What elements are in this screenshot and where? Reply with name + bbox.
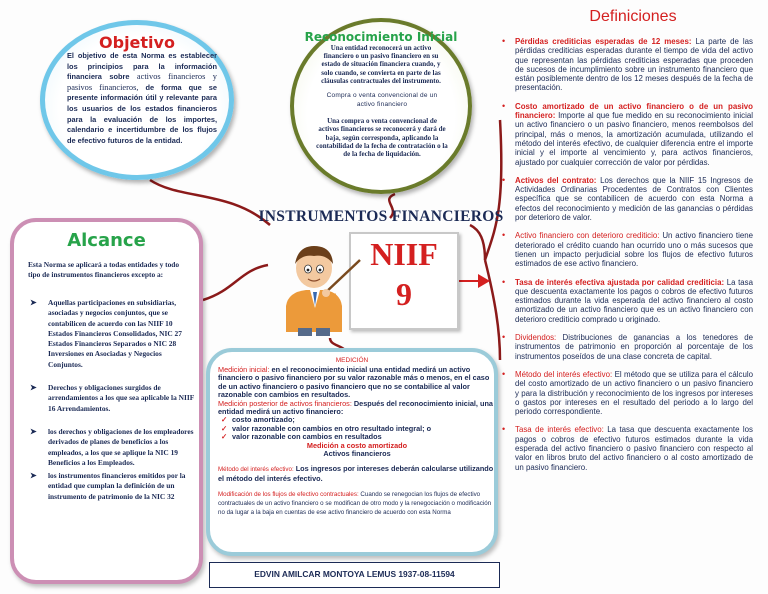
definicion-term: Costo amortizado de un activo financiero o de un pasivo financiero:: [515, 101, 753, 121]
definicion-item: [502, 37, 753, 93]
medicion-inicial-text: en el reconocimiento inicial una entidad medirá un activo financiero o pasivo financiero por su valor razonable más o menos, en el caso de un activo financiero o pasivo financiero que no se contabilice al valor razonable con cambios en resultados.: [218, 365, 490, 400]
medicion-title: MEDICIÓN: [335, 357, 369, 364]
definicion-item: [502, 333, 753, 361]
definicion-text: El método que se utiliza para el cálculo del costo amortizado de un activo financiero o un pasivo financiero y para la distribución y reconocimiento de los ingresos por intereses o gastos por intereses en el resultado del periodo a lo largo del periodo correspondiente.: [515, 369, 753, 417]
definicion-text: La parte de las pérdidas crediticias esperadas durante el tiempo de vida del activo que representan las pérdidas crediticias esperadas que proceden de sucesos de incumplimiento sobre un instrumento financiero que están posiblemente dentro de los 12 meses después de la fecha de presentación.: [515, 37, 753, 93]
definicion-term: Tasa de interés efectiva ajustada por calidad crediticia:: [515, 277, 725, 287]
alcance-item: [28, 427, 196, 468]
definicion-item: [502, 278, 753, 324]
interes-efectivo: [218, 465, 496, 483]
objetivo-text: [67, 51, 217, 146]
reconocimiento-text-1: Una entidad reconocerá un activo financiero o un pasivo financiero en su estado de situación financiera cuando, y solo cuando, se convierta en parte de las cláusulas contractuales del instrumento.: [321, 44, 441, 85]
bullet-icon: •: [502, 230, 506, 241]
alcance-item-text: los derechos y obligaciones de los empleadores derivados de planes de beneficios a los empleados, a los que se aplique la NIC 19 Beneficios a los Empleados.: [48, 426, 194, 467]
medicion-content: [218, 366, 496, 518]
definiciones-list: [502, 37, 753, 481]
alcance-item: [28, 298, 196, 370]
definicion-term: Método del interés efectivo:: [515, 369, 613, 379]
checkmark-icon: ✓: [221, 432, 228, 442]
bullet-icon: •: [502, 424, 506, 435]
objetivo-text-1: El objetivo de esta Norma es establecer los principios para la información financiera sobre: [67, 51, 217, 82]
arrow-bullet-icon: ➤: [30, 383, 37, 393]
medicion-posterior-text: Después del reconocimiento inicial, una entidad medirá un activo financiero:: [218, 398, 493, 417]
definicion-item: [502, 176, 753, 222]
definicion-text: La tasa que descuenta exactamente los pagos o cobros de efectivo futuros estimados durante la vida esperada del activo financiero al costo amortizado de un activo financiero que es un activo financiero con deterioro crediticio comprado u originado.: [515, 277, 753, 324]
medicion-inicial-label: Medición inicial:: [218, 365, 270, 374]
reconocimiento-text-2: Una compra o venta convencional de activos financieros se reconocerá y dará de baja, según corresponda, aplicando la contabilidad de la fecha de contratación o la de la fecha de liquidación.: [316, 117, 448, 159]
medicion-posterior-label: Medición posterior de activos financieros:: [218, 398, 352, 408]
alcance-item-text: Aquellas participaciones en subsidiarias, asociadas y negocios conjuntos, que se contabilicen de acuerdo con las NIIF 10 Estados Financieros Consolidados, NIC 27 Estados Financieros Separados o NIC 28 Inversiones en Asociadas y Negocios Conjuntos.: [48, 298, 182, 369]
modificacion-label: Modificación de los flujos de efectivo contractuales:: [218, 491, 359, 499]
objetivo-bubble: [40, 20, 234, 180]
definicion-term: Pérdidas crediticias esperadas de 12 meses:: [515, 37, 692, 46]
definicion-term: Activo financiero con deterioro crediticio:: [515, 231, 660, 241]
main-title: INSTRUMENTOS FINANCIEROS: [258, 208, 504, 225]
medicion-inicial: [218, 366, 496, 400]
amortizado-title: Medición a costo amortizado: [306, 440, 408, 450]
bullet-icon: •: [502, 100, 506, 111]
definicion-text: Un activo financiero tiene deteriorado el crédito cuando han ocurrido uno o más sucesos que tienen un impacto perjudicial sobre los flujos de efectivo futuros estimados de ese activo financiero.: [515, 231, 753, 269]
reconocimiento-subtitle: Compra o venta convencional de un activo financiero: [326, 92, 438, 108]
objetivo-text-3: de forma que se presente información útil y relevante para los usuarios de los estados financieros para la evaluación de los importes, calendario e incertidumbre de los flujos de efectivo futuros de la entidad.: [67, 82, 217, 145]
modificacion: [218, 490, 496, 518]
alcance-item: [28, 471, 196, 502]
definicion-text: Distribuciones de ganancias a los tenedores de instrumentos de patrimonio en proporción al porcentaje de los instrumentos poseídos de una clase concreta de capital.: [515, 333, 753, 361]
interes-label: Método del interés efectivo:: [218, 466, 294, 474]
alcance-intro: Esta Norma se aplicará a todas entidades y todo tipo de instrumentos financieros excepto a:: [28, 260, 180, 279]
alcance-item-text: los instrumentos financieros emitidos por la entidad que cumplan la definición de un instrumento de patrimonio de la NIC 32: [48, 471, 186, 501]
definicion-item: [502, 102, 753, 167]
interes-text: Los ingresos por intereses deberán calcularse utilizando el método del interés efectivo.: [218, 464, 494, 483]
bullet-icon: •: [502, 276, 506, 287]
reconocimiento-bubble: [290, 18, 472, 194]
reconocimiento-title: Reconocimiento Inicial: [304, 30, 458, 44]
author-box: EDVIN AMILCAR MONTOYA LEMUS 1937-08-11594: [209, 562, 500, 588]
bullet-icon: •: [502, 368, 506, 379]
check-item-text: costo amortizado;: [232, 415, 295, 425]
bullet-icon: •: [502, 36, 506, 46]
modificacion-text: Cuando se renegocian los flujos de efectivo contractuales de un activo financiero o se modifican de otro modo y la renegociación o modificación no da lugar a la baja en cuentas de ese activo financiero de acuerdo con esta Norma: [218, 491, 492, 517]
definicion-term: Activos del contrato:: [515, 175, 597, 185]
check-item-text: valor razonable con cambios en resultados: [232, 432, 382, 442]
alcance-list: [28, 298, 196, 505]
check-item-text: valor razonable con cambios en otro resultado integral; o: [232, 423, 432, 433]
objetivo-title: Objetivo: [99, 33, 175, 52]
alcance-item: [28, 383, 196, 414]
checkmark-icon: ✓: [221, 415, 228, 425]
definicion-item: [502, 370, 753, 416]
alcance-title: Alcance: [67, 230, 146, 251]
arrow-bullet-icon: ➤: [30, 298, 37, 307]
check-item: [218, 433, 496, 441]
alcance-item-text: Derechos y obligaciones surgidos de arrendamientos a los que sea aplicable la NIIF 16 Arrendamientos.: [48, 383, 194, 413]
definicion-item: [502, 231, 753, 268]
bullet-icon: •: [502, 332, 506, 343]
teacher-illustration: [268, 236, 368, 338]
medicion-box: [206, 348, 498, 556]
arrow-bullet-icon: ➤: [30, 426, 37, 436]
definicion-text: La tasa que descuenta exactamente los pagos o cobros de efectivo futuros estimados durante la vida esperada del activo financiero o pasivo financiero con respecto al valor en libros bruto del activo financiero o al costo amortizado de un pasivo financiero.: [515, 425, 753, 472]
definicion-text: Los derechos que la NIIF 15 Ingresos de Actividades Ordinarias Procedentes de Contratos con Clientes específica que se contabilicen de acuerdo con esta Norma a efectos del reconocimiento y medición de las ganancias o pérdidas por deterioro de valor.: [515, 175, 753, 223]
definicion-term: Tasa de interés efectivo:: [515, 425, 604, 435]
arrow-bullet-icon: ➤: [30, 471, 37, 481]
definicion-item: [502, 425, 753, 471]
board-line-1: NIIF: [370, 236, 438, 272]
medicion-posterior: [218, 400, 496, 417]
board-line-2: 9: [396, 276, 412, 312]
definicion-text: Importe al que fue medido en su reconocimiento inicial un activo financiero o un pasivo financiero, menos reembolsos del principal, más o menos, la amortización acumulada, utilizando el método del interés efectivo, de cualquier diferencia entre el importe inicial y el importe al vencimiento y, para activos financieros, ajustado por cualquier corrección de valor por pérdidas.: [515, 111, 753, 167]
bullet-icon: •: [502, 174, 506, 185]
definicion-term: Dividendos:: [515, 333, 557, 343]
objetivo-text-2: activos financieros y pasivos financieros,: [67, 72, 217, 92]
definiciones-title: Definiciones: [589, 8, 677, 25]
amortizado-subtitle: Activos financieros: [323, 449, 391, 459]
alcance-box: [10, 218, 203, 584]
checkmark-icon: ✓: [221, 423, 228, 433]
